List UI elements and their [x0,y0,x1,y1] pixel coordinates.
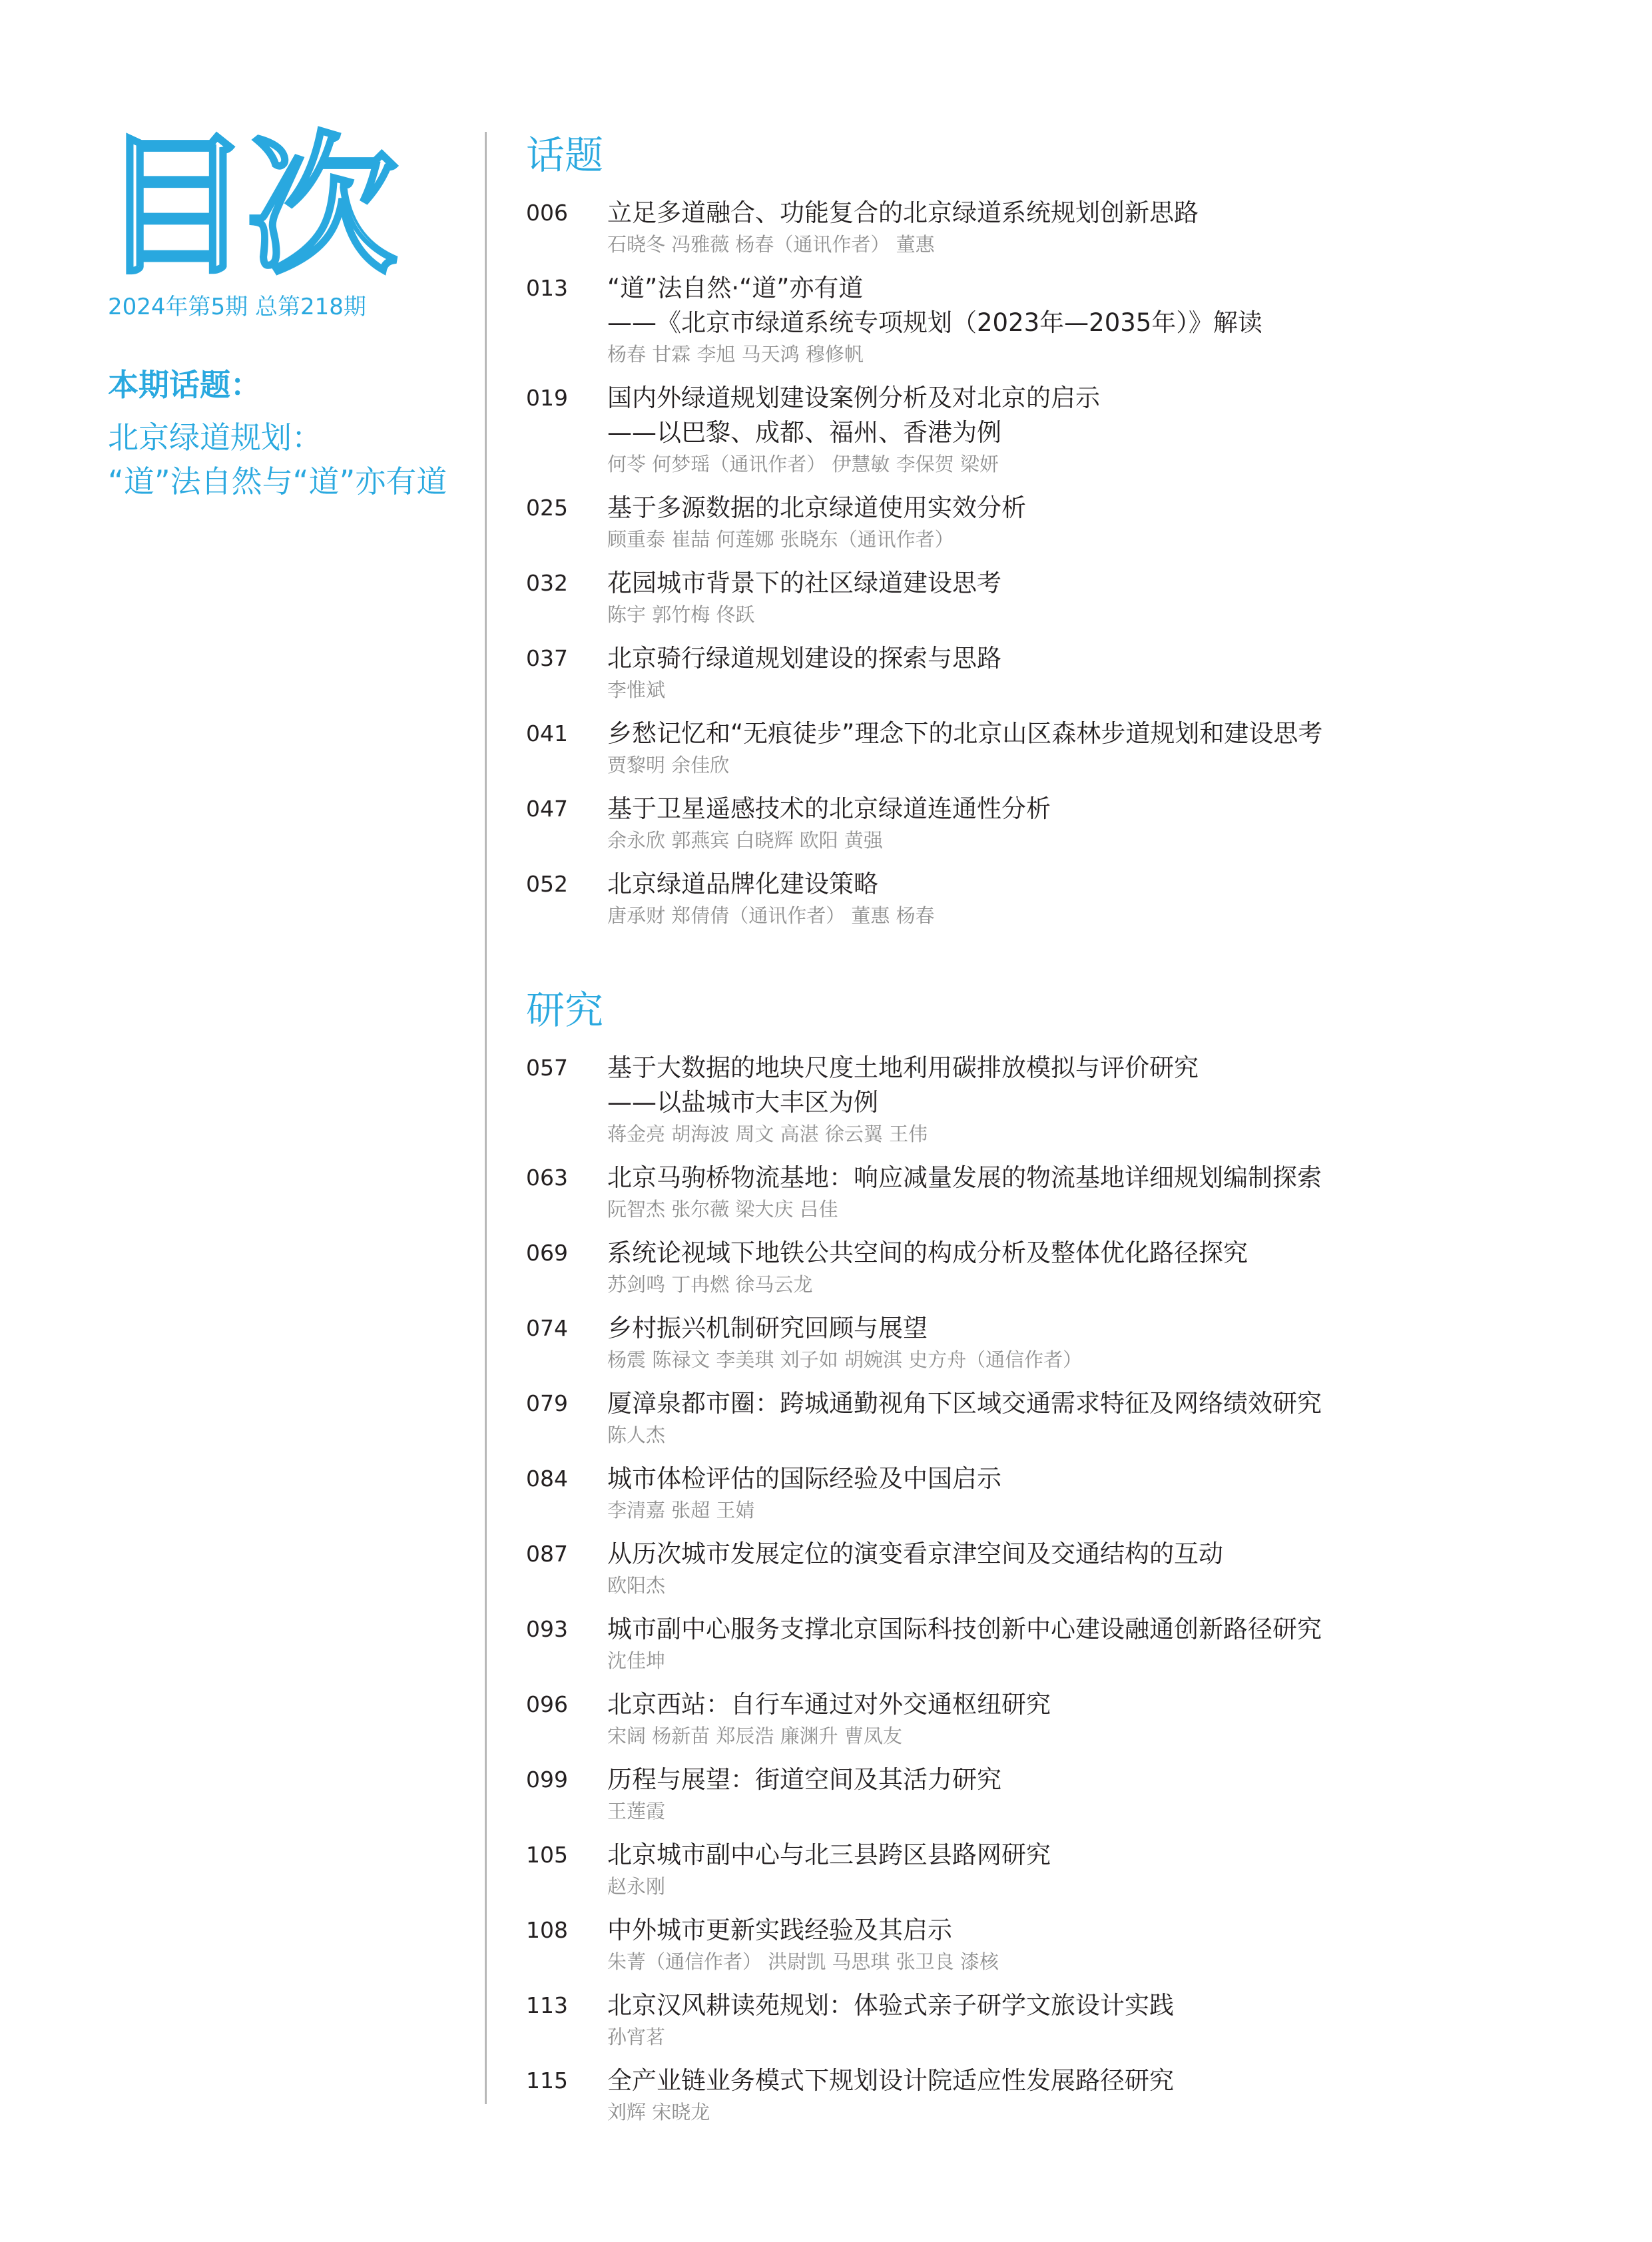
article-title: 乡愁记忆和“无痕徒步”理念下的北京山区森林步道规划和建设思考 [607,719,1323,748]
page-number: 115 [526,2068,568,2094]
page-number: 047 [526,796,568,822]
article-title: 基于多源数据的北京绿道使用实效分析 [607,493,1026,522]
entry-body [607,641,1565,704]
article-authors: 沈佳坤 [607,1649,666,1672]
page-number: 032 [526,570,568,596]
article-title: 厦漳泉都市圈：跨城通勤视角下区域交通需求特征及网络绩效研究 [607,1389,1322,1418]
article-authors: 唐承财 郑倩倩（通讯作者） 董惠 杨春 [607,904,935,927]
article-authors: 李惟斌 [607,679,666,701]
page-title: 目次 [100,118,393,295]
article-title: 基于大数据的地块尺度土地利用碳排放模拟与评价研究 [607,1053,1199,1082]
article-title: 北京骑行绿道规划建设的探索与思路 [607,644,1001,673]
article-subtitle: ——以巴黎、成都、福州、香港为例 [607,418,1001,447]
page-number: 074 [526,1315,568,1341]
page-number: 019 [526,385,568,411]
toc-entry[interactable] [526,1051,1565,1149]
article-authors: 贾黎明 余佳欣 [607,754,730,776]
entry-body [607,1988,1565,2052]
column-divider [485,132,487,2104]
article-authors: 陈宇 郭竹梅 佟跃 [607,603,755,626]
article-title: 北京西站：自行车通过对外交通枢纽研究 [607,1690,1051,1719]
masthead [100,118,466,503]
page-number: 041 [526,720,568,746]
toc-entry[interactable] [526,867,1565,930]
article-title: 城市体检评估的国际经验及中国启示 [607,1464,1001,1493]
toc-entry[interactable] [526,1236,1565,1299]
entry-body [607,381,1565,479]
page-number: 099 [526,1767,568,1793]
toc-entry[interactable] [526,566,1565,629]
entry-body [607,792,1565,855]
article-authors: 苏剑鸣 丁冉燃 徐马云龙 [607,1273,813,1296]
page-number: 063 [526,1165,568,1191]
entry-body [607,566,1565,629]
article-authors: 顾重泰 崔喆 何莲娜 张晓东（通讯作者） [607,528,954,551]
page-number: 113 [526,1992,568,2018]
page-number: 105 [526,1842,568,1868]
entry-body [607,2064,1565,2127]
entry-body [607,271,1565,369]
article-authors: 刘辉 宋晓龙 [607,2101,710,2123]
toc-entry[interactable] [526,641,1565,704]
topic-label: 本期话题： [108,367,261,403]
topic-line-2: “道”法自然与“道”亦有道 [108,463,447,499]
page-number: 057 [526,1055,568,1081]
toc-entry[interactable] [526,271,1565,369]
article-authors: 阮智杰 张尔薇 梁大庆 吕佳 [607,1198,838,1221]
article-title: 系统论视域下地铁公共空间的构成分析及整体优化路径探究 [607,1239,1248,1267]
article-title: “道”法自然·“道”亦有道 [607,274,864,302]
article-title: 从历次城市发展定位的演变看京津空间及交通结构的互动 [607,1540,1223,1568]
page-number: 079 [526,1390,568,1416]
entry-list [526,196,1565,930]
entry-body [607,867,1565,930]
entry-body [607,1462,1565,1525]
entry-body [607,1161,1565,1224]
entry-body [607,1236,1565,1299]
entry-body [607,196,1565,259]
toc-entry[interactable] [526,491,1565,554]
entry-body [607,1051,1565,1149]
section-research [526,987,1565,2139]
entry-body [607,1537,1565,1600]
toc-entry[interactable] [526,1838,1565,1901]
article-authors: 朱菁（通信作者） 洪尉凯 马思琪 张卫良 漆核 [607,1950,999,1973]
toc-entry[interactable] [526,1386,1565,1450]
article-authors: 杨震 陈禄文 李美琪 刘子如 胡婉淇 史方舟（通信作者） [607,1348,1083,1371]
article-title: 北京马驹桥物流基地：响应减量发展的物流基地详细规划编制探索 [607,1163,1322,1192]
article-authors: 宋阔 杨新苗 郑辰浩 廉渊升 曹凤友 [607,1725,902,1747]
entry-body [607,1763,1565,1826]
article-authors: 石晓冬 冯雅薇 杨春（通讯作者） 董惠 [607,233,935,256]
issue-number: 2024年第5期 总第218期 [108,294,366,320]
entry-body [607,1386,1565,1450]
article-title: 国内外绿道规划建设案例分析及对北京的启示 [607,384,1100,412]
article-subtitle: ——《北京市绿道系统专项规划（2023年—2035年）》解读 [607,308,1262,337]
page-number: 052 [526,871,568,897]
entry-body [607,716,1565,780]
article-title: 乡村振兴机制研究回顾与展望 [607,1314,928,1342]
page-number: 096 [526,1691,568,1717]
article-authors: 赵永刚 [607,1875,666,1898]
toc-entry[interactable] [526,792,1565,855]
entry-body [607,1612,1565,1675]
page-number: 025 [526,495,568,521]
page-number: 069 [526,1240,568,1266]
article-authors: 蒋金亮 胡海波 周文 高湛 徐云翼 王伟 [607,1123,928,1145]
toc-entry[interactable] [526,1913,1565,1976]
article-title: 北京城市副中心与北三县跨区县路网研究 [607,1840,1051,1869]
article-title: 立足多道融合、功能复合的北京绿道系统规划创新思路 [607,198,1199,227]
article-authors: 何苓 何梦瑶（通讯作者） 伊慧敏 李保贺 梁妍 [607,453,999,475]
page-number: 037 [526,645,568,671]
article-title: 北京绿道品牌化建设策略 [607,870,878,898]
section-title: 研究 [526,987,604,1033]
article-title: 基于卫星遥感技术的北京绿道连通性分析 [607,794,1051,823]
toc-entry[interactable] [526,1687,1565,1751]
article-authors: 王莲霞 [607,1800,666,1822]
article-authors: 孙宵茗 [607,2026,666,2048]
article-authors: 李清嘉 张超 王婧 [607,1499,755,1522]
toc-entry[interactable] [526,1763,1565,1826]
section-title: 话题 [526,133,604,178]
article-authors: 余永欣 郭燕宾 白晓辉 欧阳 黄强 [607,829,883,852]
toc-entry[interactable] [526,196,1565,259]
article-authors: 欧阳杰 [607,1574,666,1597]
entry-body [607,1913,1565,1976]
article-title: 历程与展望：街道空间及其活力研究 [607,1765,1001,1794]
topic-line-1: 北京绿道规划： [108,420,322,455]
article-authors: 杨春 甘霖 李旭 马天鸿 穆修帆 [607,343,864,366]
entry-body [607,1311,1565,1374]
toc-entry[interactable] [526,1462,1565,1525]
toc-entry[interactable] [526,381,1565,479]
entry-body [607,1687,1565,1751]
article-title: 中外城市更新实践经验及其启示 [607,1916,952,1944]
entry-list [526,1051,1565,2127]
article-title: 全产业链业务模式下规划设计院适应性发展路径研究 [607,2066,1174,2095]
entry-body [607,1838,1565,1901]
article-title: 城市副中心服务支撑北京国际科技创新中心建设融通创新路径研究 [607,1615,1322,1643]
article-title: 北京汉风耕读苑规划：体验式亲子研学文旅设计实践 [607,1991,1174,2020]
section-topic [526,132,1565,942]
toc-entry[interactable] [526,1612,1565,1675]
page-number: 006 [526,200,568,226]
article-authors: 陈人杰 [607,1424,666,1446]
entry-body [607,491,1565,554]
toc-entry[interactable] [526,716,1565,780]
page-number: 108 [526,1917,568,1943]
toc-entry[interactable] [526,1311,1565,1374]
page-number: 087 [526,1541,568,1567]
toc-entry[interactable] [526,1988,1565,2052]
toc-entry[interactable] [526,1161,1565,1224]
page-number: 084 [526,1466,568,1492]
toc-entry[interactable] [526,1537,1565,1600]
page-number: 013 [526,275,568,301]
article-title: 花园城市背景下的社区绿道建设思考 [607,569,1001,597]
toc-entry[interactable] [526,2064,1565,2127]
page-number: 093 [526,1616,568,1642]
article-subtitle: ——以盐城市大丰区为例 [607,1088,878,1117]
